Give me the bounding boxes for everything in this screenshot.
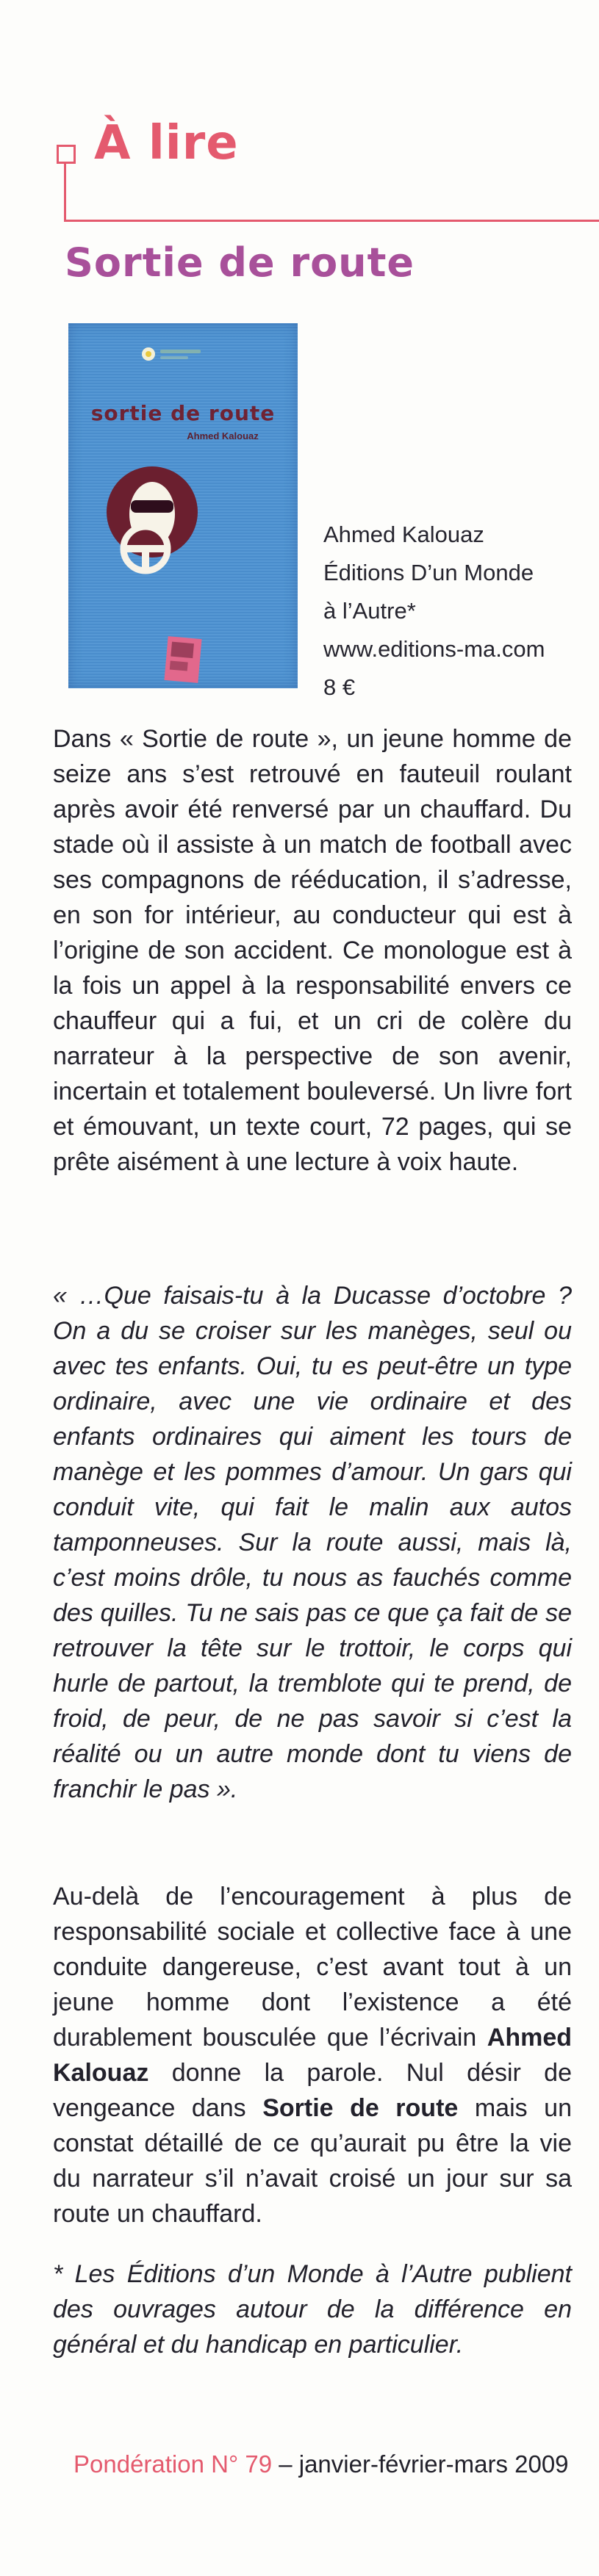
book-publisher-line1: Éditions D’un Monde — [323, 560, 534, 585]
cover-bottom-stamp — [164, 636, 201, 683]
article-title: Sortie de route — [65, 239, 415, 286]
driver-face-illustration — [68, 323, 298, 688]
paragraph3-part2: donne la parole. Nul désir de vengeance dans — [53, 2059, 572, 2122]
stamp-mark — [170, 661, 188, 671]
book-info — [323, 516, 545, 707]
wheel-spoke-vertical — [142, 549, 149, 569]
book-price: 8 € — [323, 674, 356, 700]
article-paragraph-3 — [53, 1879, 572, 2232]
stamp-mark — [171, 642, 194, 659]
book-website: www.editions-ma.com — [323, 636, 545, 662]
page-footer — [73, 2450, 569, 2478]
cover-title: sortie de route — [90, 401, 276, 425]
article-quote: « …Que faisais-tu à la Ducasse d’octobre ? On a du se croiser sur les manèges, seul ou avec tes enfants. Oui, tu es peut-être un type ordinaire, avec une vie ordinaire et des enfants ordinaires qui aiment les tours de manège et les pommes d’amour. Un gars qui conduit vite, qui fait le malin aux autos tamponneuses. Sur la route aussi, mais là, c’est moins drôle, tu nous as fauchés comme des quilles. Tu ne sais pas ce que ça fait de se retrouver la tête sur le trottoir, le corps qui hurle de partout, la tremblote qui te prend, de froid, de peur, de ne pas savoir si c’est la réalité ou un autre monde dont tu viens de franchir le pas ». — [53, 1282, 572, 1803]
article-footnote: * Les Éditions d’un Monde à l’Autre publient des ouvrages autour de la différence en général et du handicap en particulier. — [53, 2260, 572, 2359]
journal-name: Pondération N° 79 — [73, 2450, 273, 2478]
paragraph3-part3: mais un constat détaillé de ce qu’aurait pu être la vie du narrateur s’il n’avait croisé un jour sur sa route un chauffard. — [53, 2094, 573, 2228]
issue-date: – janvier-février-mars 2009 — [272, 2450, 569, 2478]
book-author: Ahmed Kalouaz — [323, 522, 484, 547]
paragraph3-title-bold: Sortie de route — [262, 2094, 459, 2122]
book-publisher-line2: à l’Autre* — [323, 598, 416, 624]
section-rule-horizontal — [64, 220, 599, 222]
paragraph3-part1: Au-delà de l’encouragement à plus de responsabilité sociale et collective face à une conduite dangereuse, c’est avant tout à un jeune homme dont l’existence a été durablement bousculée que l’écrivain — [53, 1883, 572, 2052]
article-paragraph-1: Dans « Sortie de route », un jeune homme de seize ans s’est retrouvé en fauteuil roulant après avoir été renversé par un chauffard. Du stade où il assiste à un match de football avec ses compagnons de rééducation, il s’adresse, en son for intérieur, au conducteur qui est à l’origine de son accident. Ce monologue est à la fois un appel à la responsabilité envers ce chauffeur qui a fui, et un cri de colère du narrateur à la perspective de son avenir, incertain et totalement bouleversé. Un livre fort et émouvant, un texte court, 72 pages, qui se prête aisément à une lecture à voix haute. — [53, 725, 572, 1176]
section-marker-square — [57, 145, 76, 164]
sunglasses-icon — [131, 500, 173, 513]
section-title: À lire — [94, 116, 239, 170]
book-cover — [68, 323, 298, 688]
paragraph3-author-bold: Ahmed Kalouaz — [53, 2024, 572, 2087]
cover-author: Ahmed Kalouaz — [187, 430, 259, 441]
section-rule-vertical — [64, 162, 66, 221]
